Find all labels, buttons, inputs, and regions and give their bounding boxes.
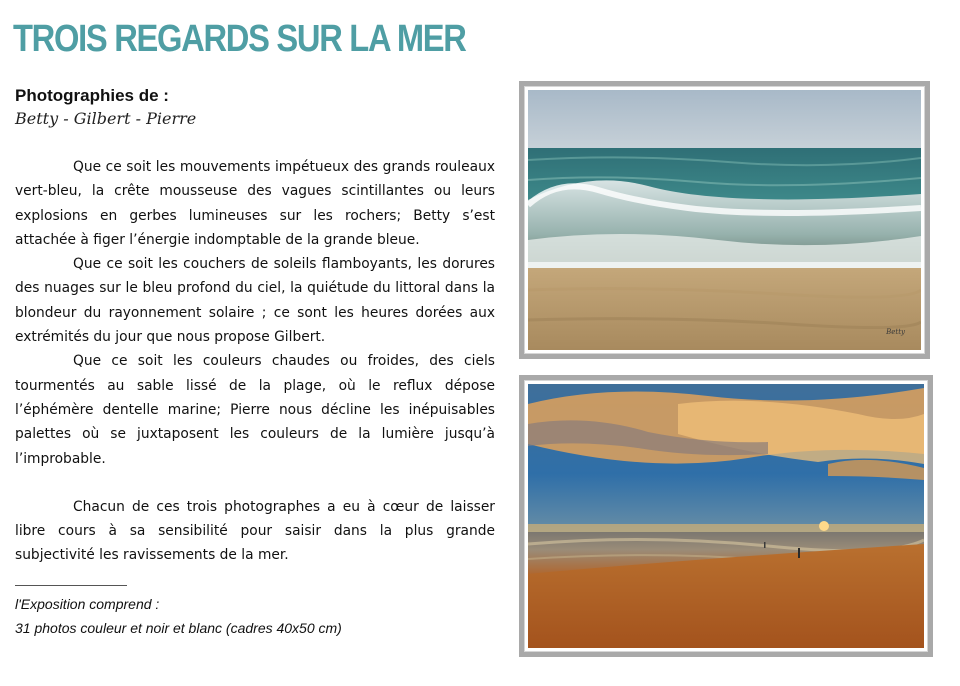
sunset-image bbox=[528, 384, 924, 648]
wave-photo bbox=[528, 90, 921, 350]
photographer-signature: Betty bbox=[886, 328, 905, 336]
sunset-photo bbox=[528, 384, 924, 648]
paragraph-pierre: Que ce soit les couleurs chaudes ou froides, des ciels tourmentés au sable lissé de la plage, où le reflux dépose l’éphémère dentelle marine; Pierre nous décline les inépuisables palettes où se juxtaposent les couleurs de la lumière jusqu’à l’improbable. bbox=[15, 353, 495, 467]
page-title: TROIS REGARDS SUR LA MER bbox=[13, 18, 466, 60]
photo-frame-wave bbox=[519, 81, 930, 359]
description-text bbox=[15, 155, 495, 568]
photographers-names: Betty - Gilbert - Pierre bbox=[15, 109, 197, 128]
photographers-label: Photographies de : bbox=[15, 86, 169, 105]
paragraph-betty: Que ce soit les mouvements impétueux des grands rouleaux vert-bleu, la crête mousseuse des vagues scintillantes ou leurs explosions en gerbes lumineuses sur les rochers; Betty s’est attachée à figer l’énergie indomptable de la grande bleue. bbox=[15, 159, 495, 248]
photo-frame-sunset bbox=[519, 375, 933, 657]
wave-image bbox=[528, 90, 921, 350]
paragraph-summary: Chacun de ces trois photographes a eu à cœur de laisser libre cours à sa sensibilité pour saisir dans la plus grande subjectivité les ravissements de la mer. bbox=[15, 498, 495, 564]
exposition-details: 31 photos couleur et noir et blanc (cadres 40x50 cm) bbox=[15, 620, 342, 636]
exposition-label: l'Exposition comprend : bbox=[15, 596, 160, 612]
divider-rule bbox=[15, 585, 127, 586]
paragraph-gilbert: Que ce soit les couchers de soleils flamboyants, les dorures des nuages sur le bleu profond du ciel, la quiétude du littoral dans la blondeur du rayonnement solaire ; ce sont les heures dorées aux extrémités du jour que nous propose Gilbert. bbox=[15, 256, 495, 346]
